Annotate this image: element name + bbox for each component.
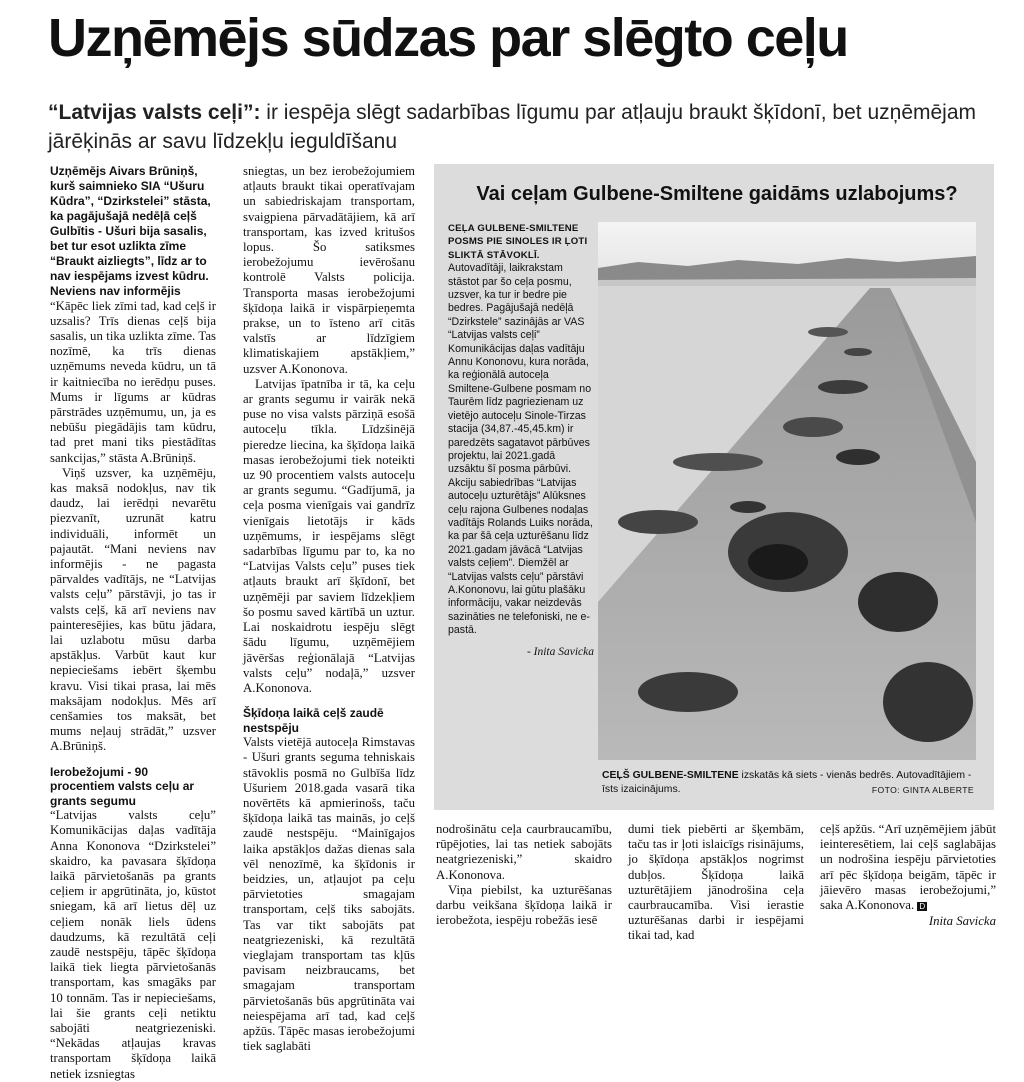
paragraph: Viņa piebilst, ka uzturēšanas darbu veikšana šķīdoņa laikā ir ierobežota, iespēju robežās iesē — [436, 882, 612, 928]
section-heading: Neviens nav informējis — [50, 284, 181, 298]
end-mark: D — [919, 902, 926, 912]
final-paragraph: ceļš apžūs. “Arī uzņēmējiem jābūt ieinteresētiem, lai ceļš saglabājas un nodrošina iespēju pārvietoties arī pēc šķīdoņa beigām, tāpēc ir jāievēro masas ierobežojumi,” saka A.Kononova. — [820, 822, 996, 913]
article-column-5 — [820, 822, 996, 929]
sidebar-paragraph: Akciju sabiedrības “Latvijas autoceļu uzturētājs” Alūksnes ceļu rajona Gulbenes nodaļas vadītājs Rolands Luiks norāda, ka par šā ceļa uzturēšanu līdz 2021.gadam jāvācā “Latvijas valsts ceļiem”. Diemžēl ar “Latvijas valsts ceļu” pārstāvi A.Kononovu, lai gūtu plašāku informāciju, vakar neizdevās sazināties ne telefoniski, ne e-pastā. — [448, 476, 593, 637]
paragraph: dumi tiek piebērti ar šķembām, taču tas ir ļoti islaicīgs risinājums, jo šķīdoņa apstākļos nogrimst dubļos. Šķīdoņa laikā uzturētājiem jānodrošina ceļa caurbraucamība. Visi ierastie uzturēšanas darbi ir iespējami tikai tad, kad — [628, 822, 804, 943]
photo-credit: FOTO: GINTA ALBERTE — [871, 785, 974, 795]
subheadline — [48, 98, 993, 156]
sidebar-box — [434, 164, 994, 810]
section-heading: Ierobežojumi - 90 procentiem valsts ceļu ar grants segumu — [50, 764, 195, 808]
sidebar-text — [448, 222, 594, 659]
paragraph: Latvijas īpatnība ir tā, ka ceļu ar grants segumu ir vairāk nekā puse no visa valsts pārziņā esošā autoceļu tīkla. Līdzšinējā pieredze liecina, ka šķīdoņa laikā masas ierobežojumi tiek noteikti uz 90 procentiem valsts autoceļu ar grants segumu. “Gadījumā, ja ceļa posma vienīgais vai gandrīz vienīgais lietotājs ir kāds uzņēmums, ir iespējams slēgt sadarbības līgumu par to, ka no “Latvijas Valsts ceļu” puses tiek atļauts braukt arī šķīdonī, bet uzņēmēji par saviem līdzekļiem šo posmu saved kārtībā un uztur. Lai noskaidrotu iespēju slēgt šādu līgumu, uzņēmējiem jāvēršas reģionālajā “Latvijas valsts ceļu” nodaļā,” uzsver A.Kononova. — [243, 376, 415, 695]
article-column-3 — [436, 822, 612, 928]
sidebar-lead: CEĻA GULBENE-SMILTENE POSMS PIE SINOLES IR ĻOTI SLIKTĀ STĀVOKLĪ. — [448, 223, 588, 261]
article-lead: Uzņēmējs Aivars Brūniņš, kurš saimnieko SIA “Ušuru Kūdra”, “Dzirkstelei” stāsta, ka pagājušajā nedēļā ceļš Gulbītis - Ušuri bija sasalis, bet tur esot uzlikta zīme “Braukt aizliegts”, līdz ar to nav iespējams izvest kūdru. — [50, 164, 211, 283]
paragraph: “Latvijas valsts ceļu” Komunikācijas daļas vadītāja Anna Kononova “Dzirkstelei” skaidro, ka pavasara šķīdoņa laikā pārvietošanās pa grants ceļiem ir apgrūtināta, jo, kūstot sniegam, kā arī lietus dēļ uz ceļiem nonāk liels ūdens daudzums, kā rezultātā ceļi zaudē nestspēju, tāpēc šķīdoņa laikā tiek liegta pārvietošanās transportam, kas smagāks par 10 tonnām. Tas ir nepieciešams, lai šie grants ceļi netiktu sabojāti neatgriezeniski. “Nekādas atļaujas kravas transportam šķīdoņa laikā netiek izsniegtas — [50, 808, 216, 1081]
sidebar-signature: - Inita Savicka — [526, 645, 594, 658]
article-column-4 — [628, 822, 804, 943]
section-heading: Šķīdoņa laikā ceļš zaudē nestspēju — [243, 706, 384, 735]
road-photo — [598, 222, 976, 760]
paragraph: “Kāpēc liek zīmi tad, kad ceļš ir uzsalis? Trīs dienas ceļš bija sasalis, un tika uzlikta zīme. Tas nozīmē, ka trīs dienas uzņēmums neveda kūdru, un tā ir kaitniecība no ierēdņu puses. Mums ir līgums ar kūdras pārstrādes uzņēmumu, un, ja es nebūšu piegādājis tam kūdru, tad pret mani tiks piestādītas sankcijas,” stāsta A.Brūniņš. — [50, 298, 216, 465]
article-column-1 — [50, 164, 216, 1081]
paragraph: sniegtas, un bez ierobežojumiem atļauts braukt tikai operatīvajam un sabiedriskajam transportam, svaigpiena pārvadātājiem, kā arī transportam, kas izved kritušos lopus. Šo satiksmes ierobežojumu ievērošanu kontrolē Valsts policija. Transporta masas ierobežojumi šķīdoņa laikā ir vispārpieņemta prakse, un to īsteno arī citās valstīs ar līdzīgiem klimatiskajiem apstākļiem,” uzsver A.Kononova. — [243, 164, 415, 376]
paragraph: nodrošinātu ceļa caurbraucamību, rūpējoties, lai tas netiek sabojāts neatgriezeniski,” skaidro A.Kononova. — [436, 822, 612, 882]
photo-caption-text: izskatās kā siets - vienās bedrēs. Autovadītājiem - īsts izaicinājums. — [602, 770, 972, 795]
sidebar-title: Vai ceļam Gulbene-Smiltene gaidāms uzlabojums? — [476, 183, 958, 205]
sidebar-paragraph: Autovadītāji, laikrakstam stāstot par šo ceļa posmu, uzsver, ka tur ir bedre pie bedres. Pagājušajā nedēļā “Dzirkstele” sazinājās ar VAS “Latvijas valsts ceļi” Komunikācijas daļas vadītāju Annu Kononovu, kura norāda, ka reģionālā autoceļa Smiltene-Gulbene posmam no Taurēm līdz pagriezienam uz vietējo autoceļu Sinole-Tirzas stacija (34,87.-45,45.km) ir paredzēts sagatavot pārbūves projektu, lai 2021.gadā uzsāktu šī posma pārbūvi. — [448, 262, 592, 476]
paragraph — [820, 822, 996, 914]
article-column-2 — [243, 164, 415, 1054]
paragraph: Viņš uzsver, ka uzņēmēju, kas maksā nodokļus, nav tik daudz, lai ierēdņi nevarētu piezvanīt, uzrunāt katru individuāli, informēt un pajautāt. “Mani neviens nav informējis - ne pagasta pārvaldes vadītājs, ne “Latvijas valsts ceļu” pārstāvji, jo tas ir valsts ceļš, kā arī neviens nav painteresējies, kas būtu jādara, lai uzlabotu mūsu darba apstākļus. Varbūt kaut kur nepieciešams iebērt šķembu kravu. Visi tikai prasa, lai mēs maksājam nodokļus. Mēs arī cenšamies tos maksāt, bet mums neļauj strādāt,” uzsver A.Brūniņš. — [50, 465, 216, 754]
subheadline-text: ir iespēja slēgt sadarbības līgumu par atļauju braukt šķīdonī, bet uzņēmējam jārēķinās ar savu līdzekļu ieguldīšanu — [48, 101, 977, 153]
road-photo-image — [598, 222, 976, 760]
subheadline-lead: “Latvijas valsts ceļi”: — [48, 101, 261, 124]
paragraph: Valsts vietējā autoceļa Rimstavas - Ušuri grants seguma tehniskais stāvoklis posmā no Gulbīša līdz Ušuriem 2018.gada vasarā tika novērtēts kā apmierinošs, taču šķīdoņa laikā tas mainās, jo ceļš zaudē nestspēju. “Mainīgajos laika apstākļos dažas dienas sala vēl nenozīmē, ka šķīdonis ir beidzies, un, atļaujot pa ceļu pārvietoties smagajam transportam, ceļš tiks sabojāts. Tas var tikt sabojāts pat neatgriezeniski, kā rezultātā vieglajam transportam tas kļūs pavisam neizbraucams, bet smagajam transportam pārvietošanās būs apgrūtināta vai neiespējama arī tad, kad ceļš apžūs. Tāpēc masas ierobežojumi tiek saglabāti — [243, 735, 415, 1054]
photo-caption-lead: CEĻŠ GULBENE-SMILTENE — [602, 770, 739, 781]
headline: Uzņēmējs sūdzas par slēgto ceļu — [48, 8, 848, 68]
article-signature: Inita Savicka — [928, 914, 996, 929]
